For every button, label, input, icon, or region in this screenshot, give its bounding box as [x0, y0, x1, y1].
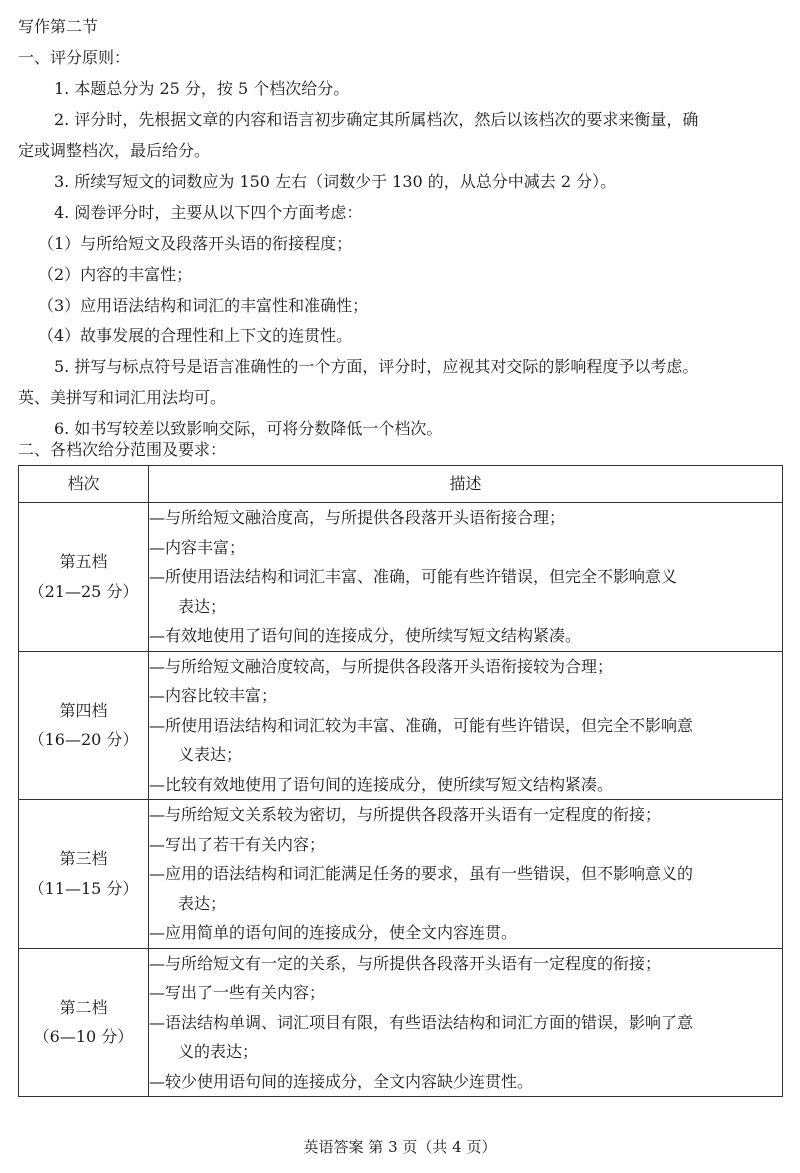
scoring-table	[18, 465, 783, 1097]
description-line: —语法结构单调、词汇项目有限，有些语法结构和词汇方面的错误，影响了意	[149, 1012, 694, 1032]
level-range: （6—10 分）	[33, 1027, 134, 1047]
description-line: 表达；	[178, 893, 227, 913]
principle-5-line-1: 5. 拼写与标点符号是语言准确性的一个方面，评分时，应视其对交际的影响程度予以考虑。	[54, 357, 699, 376]
level-range: （16—20 分）	[28, 730, 139, 750]
page-footer: 英语答案 第 3 页（共 4 页）	[303, 1138, 497, 1156]
description-cell	[149, 948, 783, 1097]
section-title: 写作第二节	[18, 17, 99, 36]
level-name: 第四档	[59, 700, 108, 720]
description-line: —有效地使用了语句间的连接成分，使所续写短文结构紧凑。	[149, 626, 582, 645]
description-line: —与所给短文有一定的关系，与所提供各段落开头语有一定程度的衔接；	[149, 953, 662, 973]
level-cell	[19, 948, 149, 1097]
column-header-level: 档次	[19, 466, 149, 503]
description-line: —内容丰富；	[149, 537, 246, 557]
column-header-description: 描述	[149, 466, 783, 503]
description-line: —应用的语法结构和词汇能满足任务的要求，虽有一些错误，但不影响意义的	[149, 864, 694, 883]
description-line: —内容比较丰富；	[149, 686, 278, 705]
description-line: —与所给短文融洽度较高，与所提供各段落开头语衔接较为合理；	[149, 656, 614, 676]
level-range: （21—25 分）	[28, 581, 139, 601]
description-line: —比较有效地使用了语句间的连接成分，使所续写短文结构紧凑。	[149, 774, 614, 794]
description-line: 义表达；	[178, 745, 243, 764]
description-line: —较少使用语句间的连接成分，全文内容缺少连贯性。	[149, 1071, 534, 1091]
level-range: （11—15 分）	[28, 878, 139, 898]
description-line: —与所给短文融洽度高，与所提供各段落开头语衔接合理；	[149, 508, 566, 527]
level-cell	[19, 800, 149, 949]
description-line: —写出了若干有关内容；	[149, 834, 326, 854]
principle-2-line-1: 2. 评分时，先根据文章的内容和语言初步确定其所属档次，然后以该档次的要求来衡量，确	[54, 110, 699, 129]
principle-4-sub-1: （1）与所给短文及段落开头语的衔接程度；	[38, 234, 353, 253]
principle-3: 3. 所续写短文的词数应为 150 左右（词数少于 130 的，从总分中减去 2 分）。	[54, 172, 617, 191]
description-line: —所使用语法结构和词汇丰富、准确，可能有些许错误，但完全不影响意义	[149, 567, 678, 586]
table-header-row	[19, 466, 783, 503]
description-line: 义的表达；	[178, 1042, 259, 1061]
level-name: 第五档	[59, 552, 108, 572]
principle-4-sub-4: （4）故事发展的合理性和上下文的连贯性。	[38, 326, 353, 345]
description-line: —应用简单的语句间的连接成分，使全文内容连贯。	[149, 923, 518, 942]
level-name: 第二档	[59, 997, 108, 1017]
principle-2-line-2: 定或调整档次，最后给分。	[18, 141, 211, 160]
description-line: —写出了一些有关内容；	[149, 983, 326, 1002]
principle-4-sub-2: （2）内容的丰富性；	[38, 265, 193, 284]
table-row	[19, 651, 783, 800]
table-row	[19, 503, 783, 652]
description-line: —与所给短文关系较为密切，与所提供各段落开头语有一定程度的衔接；	[149, 805, 662, 824]
principle-5-line-2: 英、美拼写和词汇用法均可。	[18, 388, 227, 407]
description-cell	[149, 503, 783, 652]
ranges-heading: 二、各档次给分范围及要求：	[18, 440, 227, 459]
table-row	[19, 800, 783, 949]
principle-1: 1. 本题总分为 25 分，按 5 个档次给分。	[54, 79, 350, 98]
level-name: 第三档	[59, 849, 108, 869]
level-cell	[19, 651, 149, 800]
description-cell	[149, 800, 783, 949]
description-line: 表达；	[178, 596, 227, 616]
principle-4-sub-3: （3）应用语法结构和词汇的丰富性和准确性；	[38, 296, 369, 315]
description-cell	[149, 651, 783, 800]
description-line: —所使用语法结构和词汇较为丰富、准确，可能有些许错误，但完全不影响意	[149, 715, 694, 735]
level-cell	[19, 503, 149, 652]
table-row	[19, 948, 783, 1097]
principle-4: 4. 阅卷评分时，主要从以下四个方面考虑：	[54, 203, 363, 222]
principle-6: 6. 如书写较差以致影响交际，可将分数降低一个档次。	[54, 419, 443, 438]
principles-heading: 一、评分原则：	[18, 48, 131, 67]
